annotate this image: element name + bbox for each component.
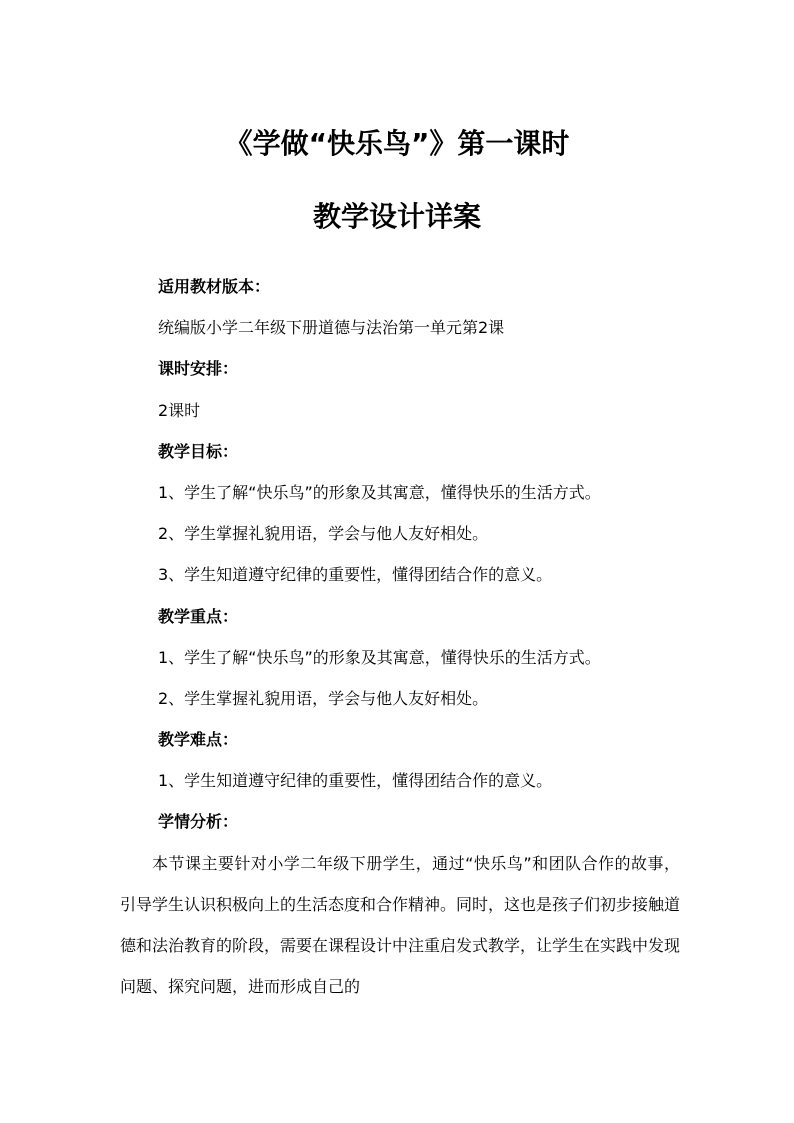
document-title-line-1: 《学做“快乐鸟”》第一课时 xyxy=(224,127,570,160)
section-heading-key-points: 教学重点： xyxy=(158,606,239,626)
document-body xyxy=(120,266,680,1007)
section-text-schedule: 2课时 xyxy=(158,400,201,420)
objective-item-1: 1、学生了解“快乐鸟”的形象及其寓意，懂得快乐的生活方式。 xyxy=(158,482,601,502)
section-heading-student-analysis: 学情分析： xyxy=(158,812,239,832)
objective-item-2: 2、学生掌握礼貌用语，学会与他人友好相处。 xyxy=(158,524,489,544)
section-heading-objectives: 教学目标： xyxy=(158,441,239,461)
section-heading-schedule: 课时安排： xyxy=(158,359,239,379)
difficulty-item-1: 1、学生知道遵守纪律的重要性，懂得团结合作的意义。 xyxy=(158,771,553,791)
document-title-line-2: 教学设计详案 xyxy=(312,200,481,233)
key-point-item-1: 1、学生了解“快乐鸟”的形象及其寓意，懂得快乐的生活方式。 xyxy=(158,647,601,667)
objective-item-3: 3、学生知道遵守纪律的重要性，懂得团结合作的意义。 xyxy=(158,565,553,585)
section-heading-textbook: 适用教材版本： xyxy=(158,277,271,296)
key-point-item-2: 2、学生掌握礼貌用语，学会与他人友好相处。 xyxy=(158,688,489,708)
section-heading-difficulties: 教学难点： xyxy=(158,730,239,750)
section-text-textbook: 统编版小学二年级下册道德与法治第一单元第2课 xyxy=(158,318,505,338)
student-analysis-paragraph: 本节课主要针对小学二年级下册学生，通过“快乐鸟”和团队合作的故事，引导学生认识积极向上的生活态度和合作精神。同时，这也是孩子们初步接触道德和法治教育的阶段，需要在课程设计中注重启发式教学，让学生在实践中发现问题、探究问题，进而形成自己的 xyxy=(120,853,681,997)
